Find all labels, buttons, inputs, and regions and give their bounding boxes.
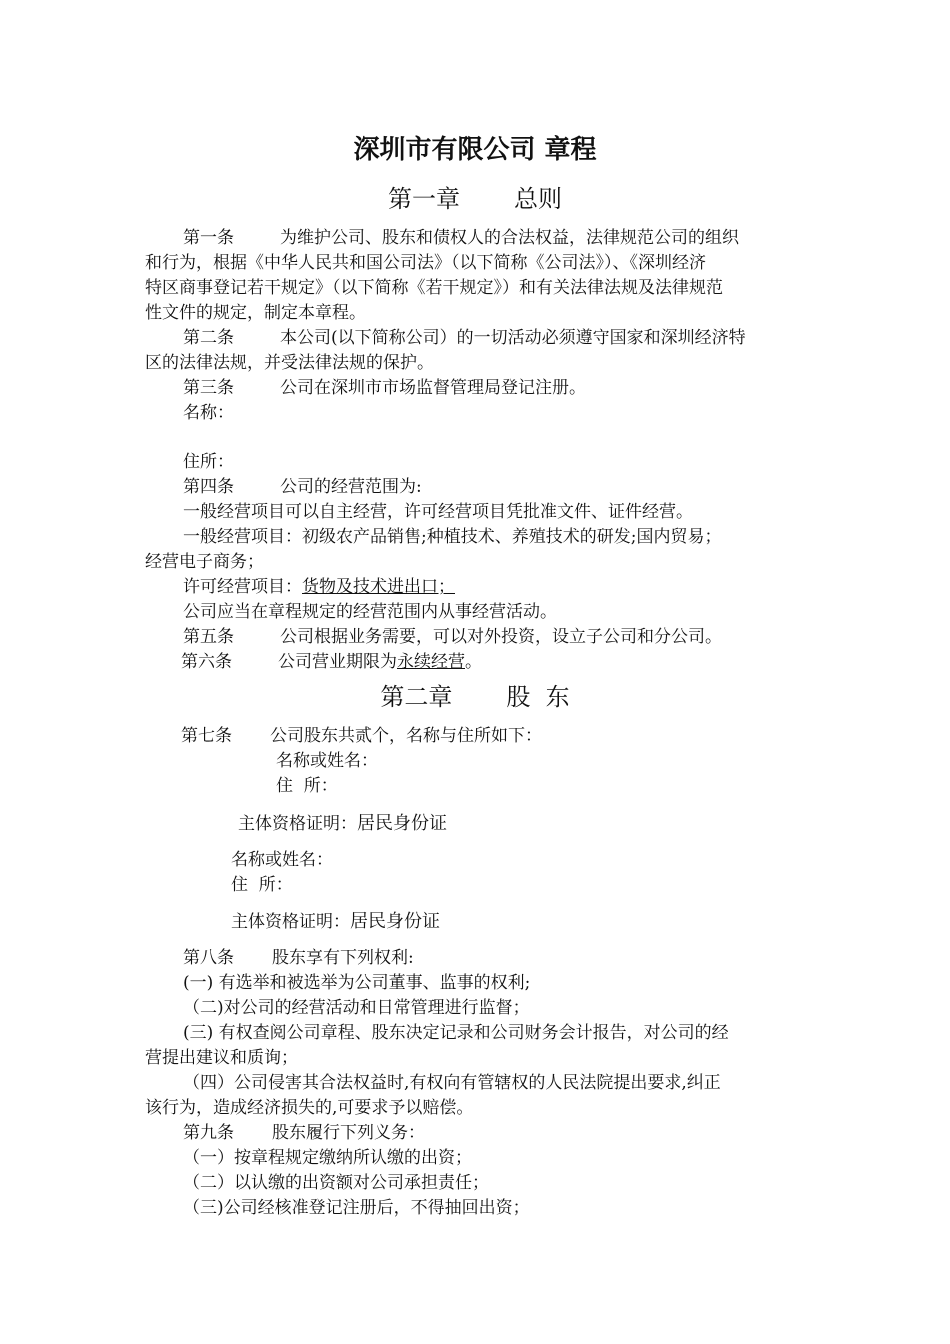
article-2-line	[183, 326, 746, 350]
shareholder-2-name-label: 名称或姓名：	[231, 850, 333, 870]
company-address-label: 住所：	[183, 452, 234, 472]
article-3-label: 第三条	[183, 378, 234, 398]
shareholder-1-name-label: 名称或姓名：	[276, 751, 378, 771]
shareholder-right-4-line-1: （四）公司侵害其合法权益时,有权向有管辖权的人民法院提出要求,纠正	[183, 1073, 721, 1093]
shareholder-right-3-line-2: 营提出建议和质询；	[145, 1048, 298, 1068]
shareholder-1-address-label: 住 所：	[276, 776, 338, 796]
article-6-line	[181, 650, 482, 674]
article-1-label: 第一条	[183, 228, 234, 248]
business-scope-note: 公司应当在章程规定的经营范围内从事经营活动。	[183, 602, 557, 622]
article-3-text: 公司在深圳市市场监督管理局登记注册。	[280, 378, 586, 398]
shareholder-1-id-label: 主体资格证明：	[238, 814, 357, 834]
chapter-2-heading	[0, 682, 950, 712]
article-2-text-2: 区的法律法规，并受法律法规的保护。	[145, 353, 434, 373]
article-7-line	[181, 724, 542, 748]
article-5-label: 第五条	[183, 627, 234, 647]
article-4-text: 公司的经营范围为:	[280, 477, 422, 497]
article-5-line	[183, 625, 722, 649]
shareholder-right-4-line-2: 该行为，造成经济损失的,可要求予以赔偿。	[145, 1098, 474, 1118]
shareholder-right-2: （二)对公司的经营活动和日常管理进行监督；	[183, 998, 530, 1018]
article-8-text: 股东享有下列权利:	[272, 948, 414, 968]
shareholder-right-1: (一) 有选举和被选举为公司董事、监事的权利;	[183, 973, 531, 993]
shareholder-2-address-label: 住 所：	[231, 875, 293, 895]
general-business-items-1: 一般经营项目：初级农产品销售;种植技术、养殖技术的研发;国内贸易；	[183, 527, 722, 547]
shareholder-duty-2: （二）以认缴的出资额对公司承担责任；	[183, 1173, 489, 1193]
article-5-text: 公司根据业务需要，可以对外投资，设立子公司和分公司。	[280, 627, 722, 647]
chapter-2-number: 第二章	[380, 683, 453, 711]
article-1-text-4: 性文件的规定，制定本章程。	[145, 303, 366, 323]
document-title: 深圳市有限公司 章程	[353, 135, 597, 165]
article-7-text: 公司股东共贰个，名称与住所如下：	[270, 726, 542, 746]
article-7-label: 第七条	[181, 726, 232, 746]
article-9-label: 第九条	[183, 1123, 234, 1143]
article-1-text-1: 为维护公司、股东和债权人的合法权益，法律规范公司的组织	[280, 228, 739, 248]
article-6-text: 公司营业期限为	[278, 652, 397, 672]
shareholder-2-id-line	[231, 910, 440, 934]
shareholder-2-id-label: 主体资格证明：	[231, 912, 350, 932]
licensed-business-value: 货物及技术进出口；	[302, 577, 455, 597]
article-9-line	[183, 1121, 425, 1145]
article-2-label: 第二条	[183, 328, 234, 348]
article-8-line	[183, 946, 414, 970]
article-1-text-2: 和行为，根据《中华人民共和国公司法》（以下简称《公司法》）、《深圳经济	[145, 253, 706, 273]
article-1-line	[183, 226, 739, 250]
licensed-business-label: 许可经营项目：	[183, 577, 302, 597]
article-4-label: 第四条	[183, 477, 234, 497]
article-9-text: 股东履行下列义务：	[272, 1123, 425, 1143]
shareholder-right-3-line-1: (三) 有权查阅公司章程、股东决定记录和公司财务会计报告，对公司的经	[183, 1023, 729, 1043]
article-6-text-end: 。	[465, 652, 482, 672]
article-1-text-3: 特区商事登记若干规定》（以下简称《若干规定》）和有关法律法规及法律规范	[145, 278, 723, 298]
article-2-text-1: 本公司(以下简称公司）的一切活动必须遵守国家和深圳经济特	[280, 328, 746, 348]
shareholder-1-id-value: 居民身份证	[357, 813, 447, 834]
business-scope-policy: 一般经营项目可以自主经营，许可经营项目凭批准文件、证件经营。	[183, 502, 693, 522]
licensed-business-line	[183, 575, 455, 599]
chapter-1-heading	[0, 184, 950, 214]
article-6-label: 第六条	[181, 652, 232, 672]
shareholder-2-id-value: 居民身份证	[350, 911, 440, 932]
shareholder-duty-1: （一）按章程规定缴纳所认缴的出资；	[183, 1148, 472, 1168]
chapter-2-name: 股 东	[506, 683, 570, 711]
general-business-items-2: 经营电子商务；	[145, 552, 264, 572]
article-3-line	[183, 376, 586, 400]
shareholder-duty-3: （三)公司经核准登记注册后，不得抽回出资；	[183, 1198, 530, 1218]
chapter-1-name: 总则	[514, 185, 562, 213]
business-term-value: 永续经营	[397, 652, 465, 672]
shareholder-1-id-line	[238, 812, 447, 836]
article-8-label: 第八条	[183, 948, 234, 968]
chapter-1-number: 第一章	[388, 185, 460, 213]
company-name-label: 名称：	[183, 403, 234, 423]
article-4-line	[183, 475, 422, 499]
